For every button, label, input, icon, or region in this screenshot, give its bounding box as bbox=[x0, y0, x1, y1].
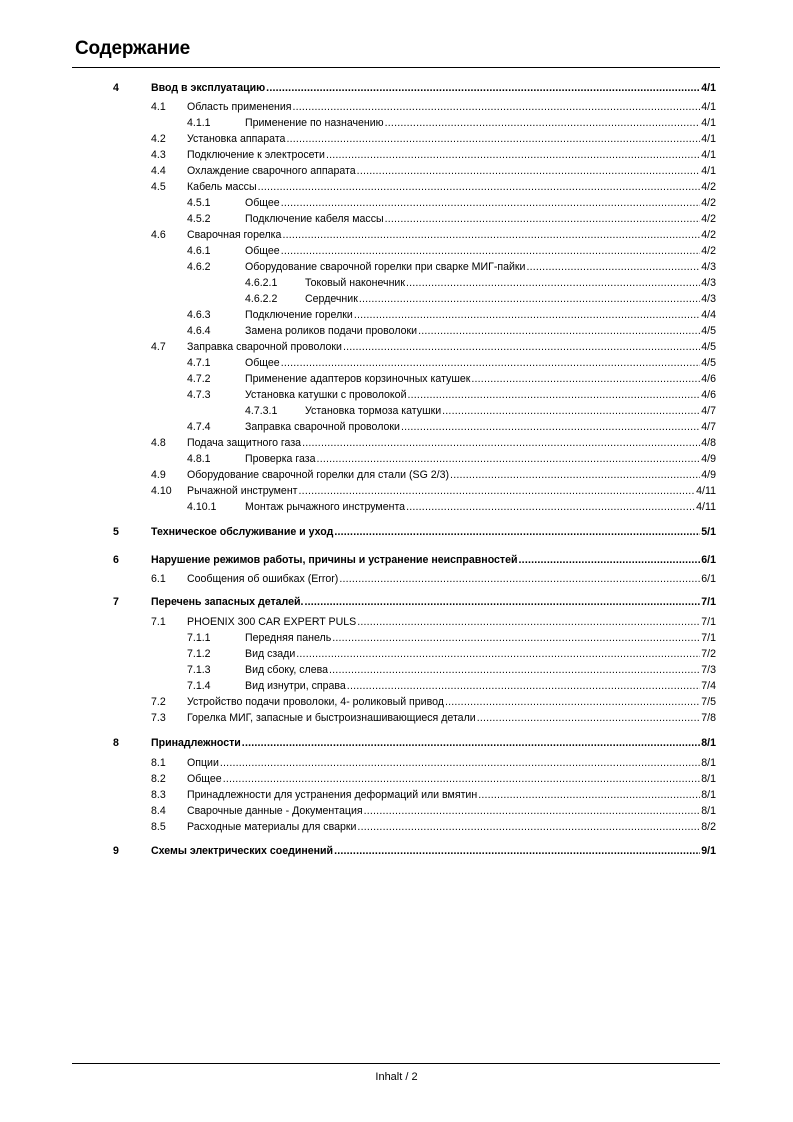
toc-entry[interactable] bbox=[0, 308, 793, 323]
toc-page-number: 8/2 bbox=[701, 821, 716, 833]
toc-entry-number: 4.6.2.1 bbox=[245, 277, 278, 289]
dot-leader bbox=[281, 244, 701, 259]
toc-entry-number: 4.10.1 bbox=[187, 501, 217, 513]
toc-entry-title: Монтаж рычажного инструмента bbox=[245, 501, 406, 513]
toc-entry[interactable] bbox=[0, 132, 793, 147]
toc-page-number: 4/6 bbox=[701, 373, 716, 385]
toc-entry-title: Рычажной инструмент bbox=[187, 485, 298, 497]
toc-entry-title: Вид сзади bbox=[245, 648, 296, 660]
toc-entry[interactable] bbox=[0, 148, 793, 163]
toc-page-number: 4/1 bbox=[701, 101, 716, 113]
toc-entry-title: Токовый наконечник bbox=[305, 277, 405, 289]
toc-entry-number: 4.6.2.2 bbox=[245, 293, 278, 305]
toc-entry[interactable] bbox=[0, 452, 793, 467]
toc-entry[interactable] bbox=[0, 244, 793, 259]
toc-page-number: 5/1 bbox=[701, 526, 716, 538]
header-divider bbox=[72, 67, 720, 68]
dot-leader bbox=[406, 500, 695, 515]
dot-leader bbox=[334, 525, 700, 540]
dot-leader bbox=[281, 356, 701, 371]
dot-leader bbox=[347, 679, 700, 694]
toc-entry-title: Нарушение режимов работы, причины и устранение неисправностей bbox=[151, 554, 518, 566]
toc-page-number: 4/1 bbox=[701, 133, 716, 145]
toc-entry-number: 7.1.4 bbox=[187, 680, 211, 692]
toc-entry[interactable] bbox=[0, 260, 793, 275]
dot-leader bbox=[258, 180, 701, 195]
dot-leader bbox=[385, 212, 701, 227]
toc-page-number: 4/1 bbox=[701, 117, 716, 129]
toc-entry[interactable] bbox=[0, 420, 793, 435]
toc-entry-title: Устройство подачи проволоки, 4- роликовый привод bbox=[187, 696, 444, 708]
toc-entry-number: 8.1 bbox=[151, 757, 166, 769]
toc-entry-title: Принадлежности bbox=[151, 737, 241, 749]
page-title: Содержание bbox=[75, 38, 191, 59]
toc-entry-number: 5 bbox=[113, 526, 119, 538]
toc-page-number: 4/9 bbox=[701, 469, 716, 481]
toc-entry[interactable] bbox=[0, 436, 793, 451]
toc-entry-number: 4.2 bbox=[151, 133, 166, 145]
dot-leader bbox=[471, 372, 700, 387]
toc-entry-title: Схемы электрических соединений bbox=[151, 845, 334, 857]
toc-entry-number: 4.7 bbox=[151, 341, 166, 353]
toc-entry[interactable] bbox=[0, 228, 793, 243]
toc-entry[interactable] bbox=[0, 180, 793, 195]
toc-entry-number: 9 bbox=[113, 845, 119, 857]
toc-entry-title: Сварочные данные - Документация bbox=[187, 805, 363, 817]
toc-entry-number: 7.3 bbox=[151, 712, 166, 724]
toc-entry-number: 4.7.4 bbox=[187, 421, 211, 433]
toc-page-number: 8/1 bbox=[701, 757, 716, 769]
toc-entry[interactable] bbox=[0, 356, 793, 371]
toc-entry-number: 4.7.3 bbox=[187, 389, 211, 401]
dot-leader bbox=[339, 572, 700, 587]
toc-entry-title: Сварочная горелка bbox=[187, 229, 282, 241]
toc-entry-title: Установка тормоза катушки bbox=[305, 405, 442, 417]
dot-leader bbox=[292, 100, 700, 115]
toc-entry-number: 8.5 bbox=[151, 821, 166, 833]
toc-entry-title: Общее bbox=[187, 773, 222, 785]
toc-page-number: 9/1 bbox=[701, 845, 716, 857]
toc-entry-title: Вид изнутри, справа bbox=[245, 680, 346, 692]
dot-leader bbox=[329, 663, 700, 678]
dot-leader bbox=[359, 292, 700, 307]
toc-entry[interactable] bbox=[0, 804, 793, 819]
toc-entry-title: Вид сбоку, слева bbox=[245, 664, 329, 676]
toc-entry-number: 8.3 bbox=[151, 789, 166, 801]
toc-page-number: 7/5 bbox=[701, 696, 716, 708]
toc-entry-number: 7.1.3 bbox=[187, 664, 211, 676]
toc-entry-title: Заправка сварочной проволоки bbox=[245, 421, 400, 433]
toc-entry-title: Охлаждение сварочного аппарата bbox=[187, 165, 356, 177]
toc-page-number: 4/4 bbox=[701, 309, 716, 321]
toc-entry-number: 4.7.1 bbox=[187, 357, 211, 369]
toc-entry-number: 4.7.3.1 bbox=[245, 405, 278, 417]
toc-entry[interactable] bbox=[0, 695, 793, 710]
toc-entry-number: 4.10 bbox=[151, 485, 172, 497]
toc-entry-title: Расходные материалы для сварки bbox=[187, 821, 357, 833]
toc-entry-title: Опции bbox=[187, 757, 219, 769]
toc-entry[interactable] bbox=[0, 340, 793, 355]
toc-entry-title: Общее bbox=[245, 197, 280, 209]
toc-entry-number: 8.4 bbox=[151, 805, 166, 817]
toc-entry[interactable] bbox=[0, 820, 793, 835]
toc-entry-title: Сердечник bbox=[305, 293, 358, 305]
toc-entry-number: 4.6.3 bbox=[187, 309, 211, 321]
toc-page-number: 8/1 bbox=[701, 773, 716, 785]
dot-leader bbox=[354, 308, 700, 323]
dot-leader bbox=[220, 756, 700, 771]
toc-entry-number: 4.5.2 bbox=[187, 213, 211, 225]
toc-entry-number: 4.1 bbox=[151, 101, 166, 113]
toc-entry[interactable] bbox=[0, 756, 793, 771]
toc-chapter[interactable] bbox=[0, 553, 793, 568]
dot-leader bbox=[223, 772, 701, 787]
dot-leader bbox=[408, 388, 701, 403]
toc-entry-number: 6 bbox=[113, 554, 119, 566]
toc-page-number: 4/2 bbox=[701, 229, 716, 241]
toc-entry[interactable] bbox=[0, 772, 793, 787]
toc-page-number: 4/8 bbox=[701, 437, 716, 449]
toc-entry-number: 7.1 bbox=[151, 616, 166, 628]
toc-page-number: 4/1 bbox=[701, 165, 716, 177]
toc-entry-title: Проверка газа bbox=[245, 453, 316, 465]
toc-entry-title: Принадлежности для устранения деформаций или вмятин bbox=[187, 789, 478, 801]
toc-page-number: 4/6 bbox=[701, 389, 716, 401]
toc-page-number: 4/7 bbox=[701, 421, 716, 433]
toc-entry[interactable] bbox=[0, 164, 793, 179]
toc-page-number: 8/1 bbox=[701, 789, 716, 801]
dot-leader bbox=[304, 595, 700, 610]
toc-page-number: 4/5 bbox=[701, 357, 716, 369]
toc-entry[interactable] bbox=[0, 100, 793, 115]
toc-entry[interactable] bbox=[0, 468, 793, 483]
toc-entry-title: Подача защитного газа bbox=[187, 437, 302, 449]
toc-page-number: 4/11 bbox=[696, 501, 716, 513]
dot-leader bbox=[357, 615, 700, 630]
toc-entry[interactable] bbox=[0, 788, 793, 803]
toc-entry[interactable] bbox=[0, 711, 793, 726]
toc-page-number: 4/7 bbox=[701, 405, 716, 417]
toc-entry[interactable] bbox=[0, 631, 793, 646]
toc-page-number: 4/11 bbox=[696, 485, 716, 497]
dot-leader bbox=[282, 228, 700, 243]
dot-leader bbox=[477, 711, 701, 726]
dot-leader bbox=[418, 324, 700, 339]
toc-entry[interactable] bbox=[0, 404, 793, 419]
toc-page-number: 4/1 bbox=[701, 82, 716, 94]
toc-entry-title: Заправка сварочной проволоки bbox=[187, 341, 342, 353]
toc-chapter[interactable] bbox=[0, 525, 793, 540]
toc-page-number: 7/1 bbox=[701, 596, 716, 608]
dot-leader bbox=[334, 844, 700, 859]
toc-entry-title: Передняя панель bbox=[245, 632, 332, 644]
toc-page-number: 4/3 bbox=[701, 293, 716, 305]
dot-leader bbox=[326, 148, 700, 163]
toc-page-number: 6/1 bbox=[701, 554, 716, 566]
toc-entry[interactable] bbox=[0, 484, 793, 499]
toc-entry-title: Установка катушки с проволокой bbox=[245, 389, 407, 401]
toc-chapter[interactable] bbox=[0, 844, 793, 859]
dot-leader bbox=[445, 695, 700, 710]
toc-entry-title: Подключение кабеля массы bbox=[245, 213, 384, 225]
dot-leader bbox=[317, 452, 701, 467]
toc-entry-title: Оборудование сварочной горелки для стали (SG 2/3) bbox=[187, 469, 450, 481]
toc-entry[interactable] bbox=[0, 292, 793, 307]
toc-entry-number: 7 bbox=[113, 596, 119, 608]
toc-entry-number: 7.1.2 bbox=[187, 648, 211, 660]
toc-entry-number: 4.7.2 bbox=[187, 373, 211, 385]
dot-leader bbox=[343, 340, 700, 355]
toc-entry-title: Замена роликов подачи проволоки bbox=[245, 325, 418, 337]
toc-entry-number: 4.6.4 bbox=[187, 325, 211, 337]
toc-page-number: 7/4 bbox=[701, 680, 716, 692]
toc-entry-title: Техническое обслуживание и уход bbox=[151, 526, 334, 538]
toc-entry[interactable] bbox=[0, 500, 793, 515]
toc-entry[interactable] bbox=[0, 679, 793, 694]
toc-entry-title: Общее bbox=[245, 245, 280, 257]
toc-entry[interactable] bbox=[0, 572, 793, 587]
toc-entry-number: 4.5.1 bbox=[187, 197, 211, 209]
toc-entry-title: Применение по назначению bbox=[245, 117, 384, 129]
dot-leader bbox=[406, 276, 700, 291]
dot-leader bbox=[286, 132, 700, 147]
toc-page-number: 4/2 bbox=[701, 213, 716, 225]
dot-leader bbox=[266, 81, 700, 96]
toc-entry-title: Установка аппарата bbox=[187, 133, 286, 145]
toc-page-number: 7/1 bbox=[701, 632, 716, 644]
toc-entry-number: 4.6.2 bbox=[187, 261, 211, 273]
toc-page-number: 7/1 bbox=[701, 616, 716, 628]
toc-page-number: 8/1 bbox=[701, 805, 716, 817]
toc-entry-title: Горелка МИГ, запасные и быстроизнашивающиеся детали bbox=[187, 712, 476, 724]
page-footer: Inhalt / 2 bbox=[375, 1071, 418, 1083]
toc-page-number: 4/2 bbox=[701, 245, 716, 257]
toc-entry-title: Оборудование сварочной горелки при сварке МИГ-пайки bbox=[245, 261, 526, 273]
toc-entry-number: 4.6 bbox=[151, 229, 166, 241]
toc-chapter[interactable] bbox=[0, 81, 793, 96]
toc-entry-number: 7.1.1 bbox=[187, 632, 211, 644]
toc-entry-number: 8.2 bbox=[151, 773, 166, 785]
toc-entry-number: 4.4 bbox=[151, 165, 166, 177]
toc-entry[interactable] bbox=[0, 647, 793, 662]
dot-leader bbox=[302, 436, 700, 451]
dot-leader bbox=[299, 484, 696, 499]
toc-entry[interactable] bbox=[0, 116, 793, 131]
toc-entry-title: Сообщения об ошибках (Error) bbox=[187, 573, 339, 585]
toc-entry-number: 4.1.1 bbox=[187, 117, 211, 129]
toc-entry-title: Кабель массы bbox=[187, 181, 257, 193]
dot-leader bbox=[442, 404, 700, 419]
toc-page-number: 7/2 bbox=[701, 648, 716, 660]
toc-entry-title: Подключение к электросети bbox=[187, 149, 325, 161]
dot-leader bbox=[357, 820, 700, 835]
toc-entry-number: 4.8.1 bbox=[187, 453, 211, 465]
dot-leader bbox=[242, 736, 700, 751]
toc-entry-number: 6.1 bbox=[151, 573, 166, 585]
toc-entry[interactable] bbox=[0, 324, 793, 339]
dot-leader bbox=[478, 788, 700, 803]
dot-leader bbox=[364, 804, 701, 819]
dot-leader bbox=[401, 420, 700, 435]
toc-entry[interactable] bbox=[0, 372, 793, 387]
toc-entry-title: Подключение горелки bbox=[245, 309, 353, 321]
toc-page-number: 8/1 bbox=[701, 737, 716, 749]
toc-entry-number: 4 bbox=[113, 82, 119, 94]
toc-page-number: 4/5 bbox=[701, 325, 716, 337]
toc-entry[interactable] bbox=[0, 212, 793, 227]
toc-entry-number: 4.9 bbox=[151, 469, 166, 481]
dot-leader bbox=[281, 196, 701, 211]
toc-entry[interactable] bbox=[0, 276, 793, 291]
toc-chapter[interactable] bbox=[0, 736, 793, 751]
toc-page-number: 4/3 bbox=[701, 261, 716, 273]
toc-page-number: 4/2 bbox=[701, 197, 716, 209]
toc-entry-number: 4.3 bbox=[151, 149, 166, 161]
dot-leader bbox=[357, 164, 701, 179]
dot-leader bbox=[519, 553, 701, 568]
toc-page-number: 4/2 bbox=[701, 181, 716, 193]
toc-page-number: 4/1 bbox=[701, 149, 716, 161]
toc-entry-number: 4.8 bbox=[151, 437, 166, 449]
toc-page-number: 4/5 bbox=[701, 341, 716, 353]
toc-page-number: 4/9 bbox=[701, 453, 716, 465]
dot-leader bbox=[385, 116, 701, 131]
dot-leader bbox=[296, 647, 700, 662]
toc-page-number: 7/3 bbox=[701, 664, 716, 676]
toc-entry-title: Применение адаптеров корзиночных катушек bbox=[245, 373, 471, 385]
toc-entry-number: 4.5 bbox=[151, 181, 166, 193]
toc-entry[interactable] bbox=[0, 663, 793, 678]
toc-entry-title: Перечень запасных деталей. bbox=[151, 596, 304, 608]
toc-entry-number: 7.2 bbox=[151, 696, 166, 708]
dot-leader bbox=[450, 468, 700, 483]
toc-entry[interactable] bbox=[0, 615, 793, 630]
toc-entry-title: Общее bbox=[245, 357, 280, 369]
toc-entry-title: PHOENIX 300 CAR EXPERT PULS bbox=[187, 616, 357, 628]
toc-entry-title: Ввод в эксплуатацию bbox=[151, 82, 266, 94]
toc-entry[interactable] bbox=[0, 196, 793, 211]
toc-entry-number: 4.6.1 bbox=[187, 245, 211, 257]
toc-page-number: 6/1 bbox=[701, 573, 716, 585]
toc-entry-title: Область применения bbox=[187, 101, 292, 113]
footer-divider bbox=[72, 1063, 720, 1064]
toc-entry-number: 8 bbox=[113, 737, 119, 749]
toc-page-number: 4/3 bbox=[701, 277, 716, 289]
dot-leader bbox=[332, 631, 700, 646]
toc-chapter[interactable] bbox=[0, 595, 793, 610]
dot-leader bbox=[526, 260, 700, 275]
toc-entry[interactable] bbox=[0, 388, 793, 403]
toc-page-number: 7/8 bbox=[701, 712, 716, 724]
